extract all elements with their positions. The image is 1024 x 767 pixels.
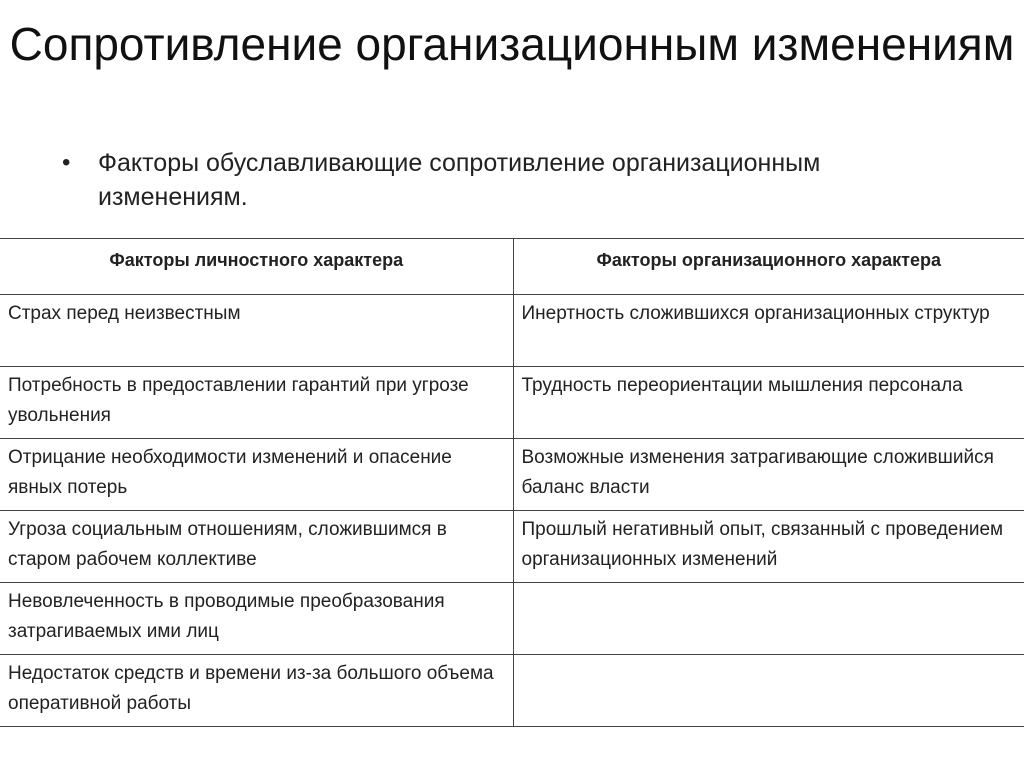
- cell-organizational-factor: Прошлый негативный опыт, связанный с проведением организационных изменений: [513, 511, 1024, 583]
- table-row: [0, 439, 1024, 511]
- table-row: [0, 655, 1024, 727]
- cell-personal-factor: Недостаток средств и времени из-за большого объема оперативной работы: [0, 655, 513, 727]
- cell-personal-factor: Отрицание необходимости изменений и опасение явных потерь: [0, 439, 513, 511]
- cell-personal-factor: Потребность в предоставлении гарантий при угрозе увольнения: [0, 367, 513, 439]
- cell-organizational-factor: [513, 583, 1024, 655]
- slide-title: Сопротивление организационным изменениям: [9, 18, 1015, 70]
- table-row: [0, 367, 1024, 439]
- cell-organizational-factor: Возможные изменения затрагивающие сложившийся баланс власти: [513, 439, 1024, 511]
- table-row: [0, 583, 1024, 655]
- factors-table: [0, 238, 1024, 727]
- cell-personal-factor: Угроза социальным отношениям, сложившимся в старом рабочем коллективе: [0, 511, 513, 583]
- cell-organizational-factor: [513, 655, 1024, 727]
- bullet-dot-icon: •: [62, 149, 71, 176]
- cell-organizational-factor: Инертность сложившихся организационных структур: [513, 295, 1024, 367]
- cell-organizational-factor: Трудность переориентации мышления персонала: [513, 367, 1024, 439]
- table-row: [0, 511, 1024, 583]
- bullet-text: Факторы обуславливающие сопротивление организационным изменениям.: [98, 149, 821, 211]
- table-header-row: [0, 239, 1024, 295]
- header-personal-factors: Факторы личностного характера: [0, 239, 513, 295]
- bullet-item: [62, 146, 962, 214]
- header-organizational-factors: Факторы организационного характера: [513, 239, 1024, 295]
- cell-personal-factor: Невовлеченность в проводимые преобразования затрагиваемых ими лиц: [0, 583, 513, 655]
- cell-personal-factor: Страх перед неизвестным: [0, 295, 513, 367]
- table-row: [0, 295, 1024, 367]
